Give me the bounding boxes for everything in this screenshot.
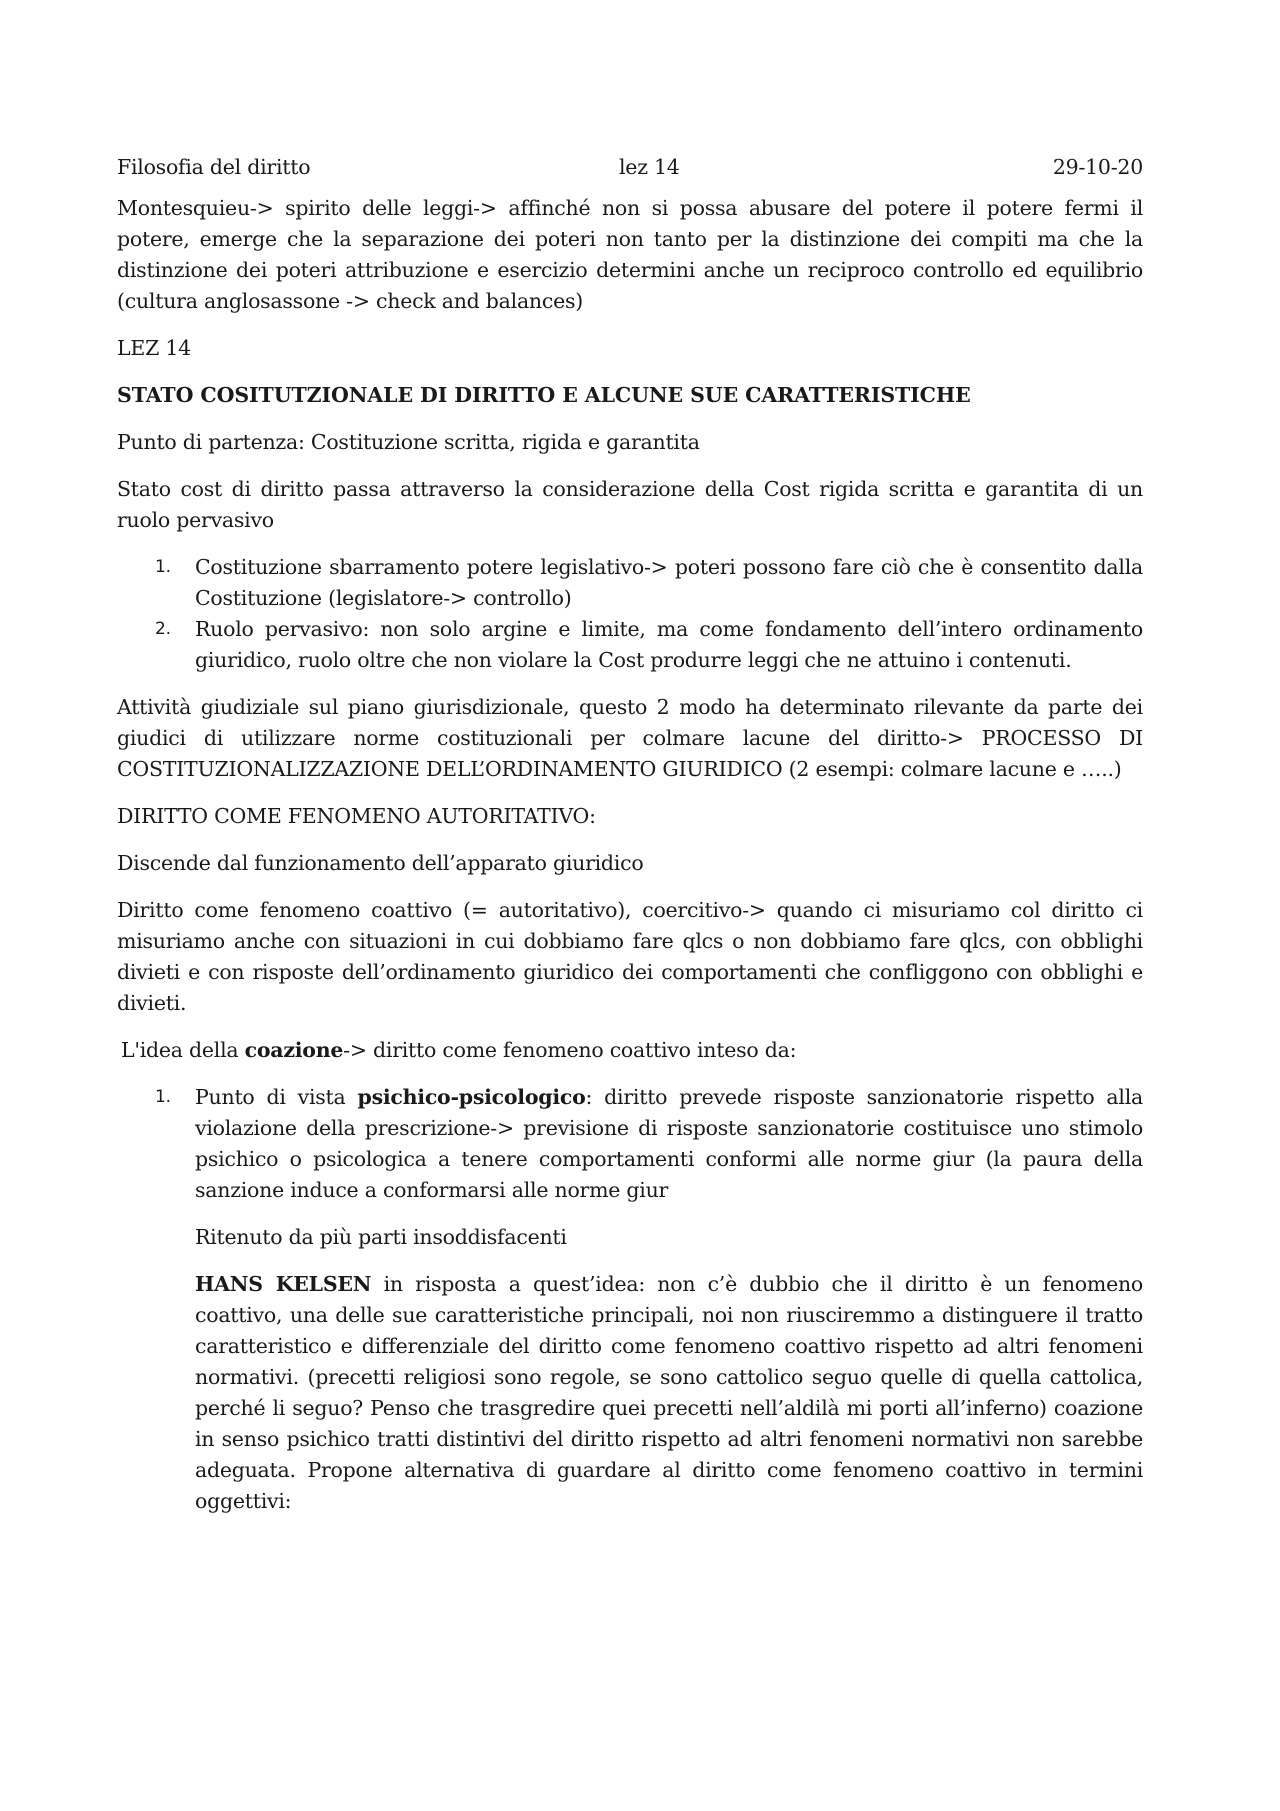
list-item <box>117 614 1143 676</box>
constitution-list <box>117 552 1143 676</box>
lesson-label: LEZ 14 <box>117 336 191 360</box>
list-item <box>117 1082 1143 1206</box>
page-header <box>117 152 1143 183</box>
list-item-suffix: : diritto prevede risposte sanzionatorie rispetto alla violazione della prescrizione-> previsione di risposte sanzionatorie costituisce uno stimolo psichico o psicologica a tenere comportamenti conformi alle norme giur (la paura della sanzione induce a conformarsi alle norme giur <box>195 1085 1143 1202</box>
idea-line <box>117 1035 1143 1066</box>
list-number: 2. <box>155 619 171 639</box>
lesson-date: 29-10-20 <box>1052 155 1143 179</box>
stato-paragraph: Stato cost di diritto passa attraverso la considerazione della Cost rigida scritta e garantita di un ruolo pervasivo <box>117 477 1143 532</box>
list-item <box>117 552 1143 614</box>
kelsen-text: in risposta a quest’idea: non c’è dubbio che il diritto è un fenomeno coattivo, una delle sue caratteristiche principali, noi non riusciremmo a distinguere il tratto caratteristico e differenziale del diritto come fenomeno coattivo rispetto ad altri fenomeni normativi. (precetti religiosi sono regole, se sono cattolico seguo quelle di quella cattolica, perché li seguo? Penso che trasgredire quei precetti nell’aldilà mi porti all’inferno) coazione in senso psichico tratti distintivi del diritto rispetto ad altri fenomeni normativi non sarebbe adeguata. Propone alternativa di guardare al diritto come fenomeno coattivo in termini oggettivi: <box>195 1272 1144 1513</box>
idea-prefix: L'idea della <box>121 1038 245 1062</box>
list-number: 1. <box>155 557 171 577</box>
kelsen-name: HANS KELSEN <box>195 1272 372 1296</box>
intro-paragraph: Montesquieu-> spirito delle leggi-> affinché non si possa abusare del potere il potere fermi il potere, emerge che la separazione dei poteri non tanto per la distinzione dei compiti ma che la distinzione dei poteri attribuzione e esercizio determini anche un reciproco controllo ed equilibrio (cultura anglosassone -> check and balances) <box>117 196 1143 313</box>
attivita-paragraph: Attività giudiziale sul piano giurisdizionale, questo 2 modo ha determinato rilevante da parte dei giudici di utilizzare norme costituzionali per colmare lacune del diritto-> PROCESSO DI COSTITUZIONALIZZAZIONE DELL’ORDINAMENTO GIURIDICO (2 esempi: colmare lacune e …..) <box>117 695 1143 781</box>
list-item-text: Costituzione sbarramento potere legislativo-> poteri possono fare ciò che è consentito dalla Costituzione (legislatore-> controllo) <box>195 555 1143 610</box>
discende-line: Discende dal funzionamento dell’apparato giuridico <box>117 851 644 875</box>
coattivo-paragraph: Diritto come fenomeno coattivo (= autoritativo), coercitivo-> quando ci misuriamo col diritto ci misuriamo anche con situazioni in cui dobbiamo fare qlcs o non dobbiamo fare qlcs, con obblighi divieti e con risposte dell’ordinamento giuridico dei comportamenti che confliggono con obblighi e divieti. <box>117 898 1143 1015</box>
list-number: 1. <box>155 1087 171 1107</box>
list-item-bold: psichico-psicologico <box>357 1085 586 1109</box>
section-title: STATO COSITUTZIONALE DI DIRITTO E ALCUNE SUE CARATTERISTICHE <box>117 383 971 407</box>
lesson-number: lez 14 <box>619 155 680 179</box>
idea-bold: coazione <box>244 1038 344 1062</box>
diritto-heading: DIRITTO COME FENOMENO AUTORITATIVO: <box>117 804 596 828</box>
document-page <box>117 152 1143 1533</box>
list-item-text: Ruolo pervasivo: non solo argine e limite, ma come fondamento dell’intero ordinamento giuridico, ruolo oltre che non violare la Cost produrre leggi che ne attuino i contenuti. <box>195 617 1143 672</box>
coazione-list <box>117 1082 1143 1206</box>
ritenuto-line: Ritenuto da più parti insoddisfacenti <box>195 1225 567 1249</box>
starting-point: Punto di partenza: Costituzione scritta, rigida e garantita <box>117 430 700 454</box>
idea-suffix: -> diritto come fenomeno coattivo inteso da: <box>343 1038 797 1062</box>
kelsen-paragraph <box>117 1269 1143 1517</box>
course-name: Filosofia del diritto <box>117 155 311 179</box>
list-item-prefix: Punto di vista <box>195 1085 358 1109</box>
